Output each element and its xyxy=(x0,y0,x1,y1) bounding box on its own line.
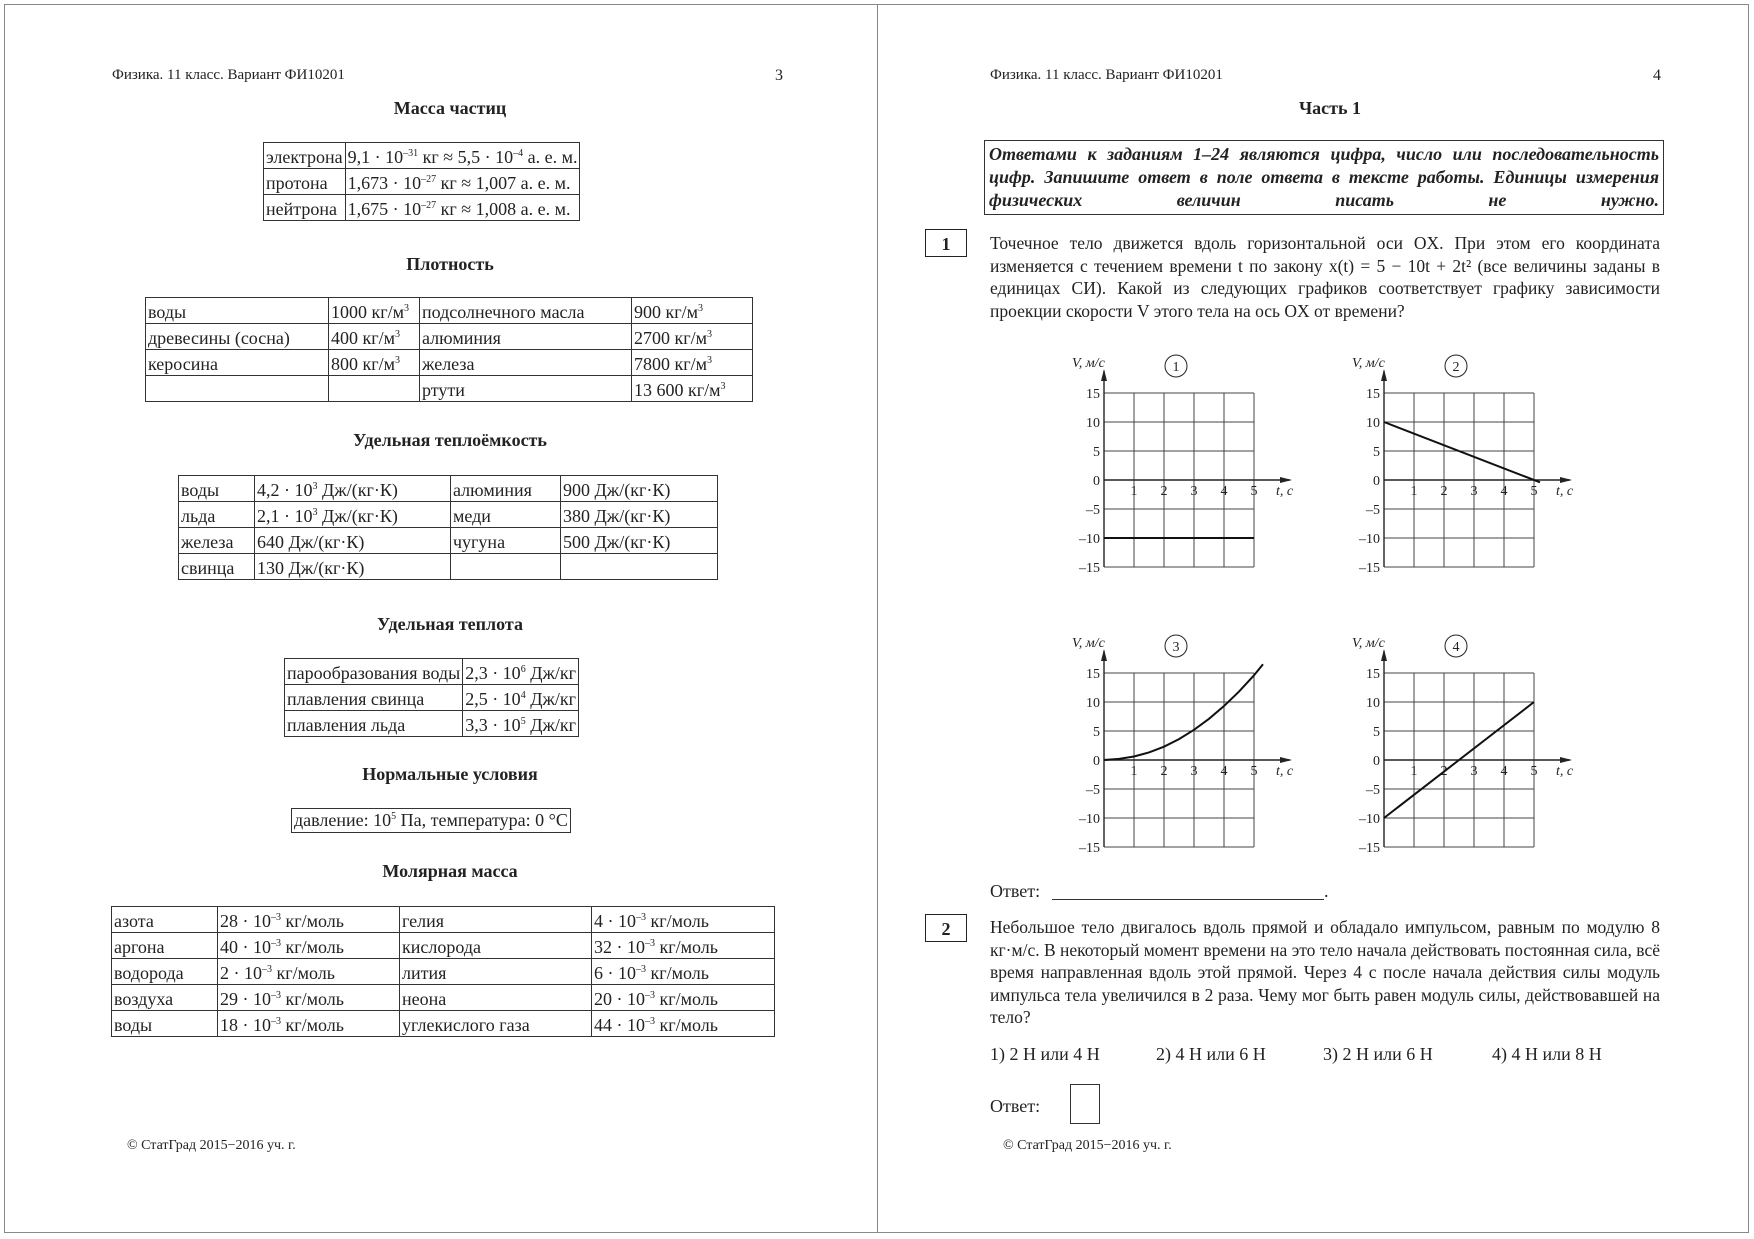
pressure-text: давление: 10 xyxy=(294,810,392,830)
y-tick-label: 0 xyxy=(1093,754,1100,769)
molar-mass-value: $32 \cdot 10^{-3}$ кг/моль xyxy=(592,933,775,959)
substance-name: водорода xyxy=(112,959,218,985)
graph-number: 4 xyxy=(1452,640,1460,655)
substance-name: гелия xyxy=(400,907,592,933)
y-tick-label: 10 xyxy=(1366,696,1380,711)
y-axis-label: V, м/с xyxy=(1352,636,1385,651)
particle-name: нейтрона xyxy=(264,195,346,221)
heat-capacity-value: 500 Дж/(кг·К) xyxy=(561,528,718,554)
substance-name: воды xyxy=(146,298,329,324)
substance-name xyxy=(146,376,329,402)
x-axis-arrow xyxy=(1560,757,1572,763)
substance-name: чугуна xyxy=(451,528,561,554)
particle-mass: $9,1 \cdot 10^{-31}$ кг ≈ $5,5 \cdot 10^{-4}$ а. е. м. xyxy=(345,143,580,169)
x-tick-label: 3 xyxy=(1190,484,1198,499)
x-tick-label: 2 xyxy=(1440,484,1448,499)
y-tick-label: –10 xyxy=(1079,812,1100,827)
x-tick-label: 1 xyxy=(1410,764,1418,779)
y-tick-label: 5 xyxy=(1093,725,1100,740)
table-row xyxy=(264,143,580,169)
table-row xyxy=(179,502,718,528)
y-tick-label: 15 xyxy=(1086,387,1100,402)
particle-name: электрона xyxy=(264,143,346,169)
y-tick-label: –15 xyxy=(1079,841,1100,856)
molar-mass-value: $4 \cdot 10^{-3}$ кг/моль xyxy=(592,907,775,933)
density-table xyxy=(145,297,753,402)
substance-name: неона xyxy=(400,985,592,1011)
x-tick-label: 5 xyxy=(1530,484,1538,499)
particle-mass: $1,675 \cdot 10^{-27}$ кг ≈ 1,008 а. е. м. xyxy=(345,195,580,221)
y-tick-label: –10 xyxy=(1079,532,1100,547)
x-tick-label: 5 xyxy=(1250,484,1258,499)
heat-capacity-value: 900 Дж/(кг·К) xyxy=(561,476,718,502)
table-row xyxy=(112,959,775,985)
y-tick-label: –15 xyxy=(1079,561,1100,576)
specific-heat-value: $3,3 \cdot 10^5$ Дж/кг xyxy=(463,711,579,737)
question-1-answer-field[interactable] xyxy=(1052,899,1324,900)
heat-capacity-value: 130 Дж/(кг·К) xyxy=(255,554,451,580)
x-tick-label: 1 xyxy=(1410,484,1418,499)
table-row xyxy=(146,324,753,350)
table-row xyxy=(285,685,579,711)
x-axis-arrow xyxy=(1560,477,1572,483)
temperature-text: Па, температура: 0 °С xyxy=(396,810,568,830)
table-row xyxy=(112,907,775,933)
specific-heat-value: $2,3 \cdot 10^6$ Дж/кг xyxy=(463,659,579,685)
pressure-exp: 5 xyxy=(391,811,397,822)
molar-mass-value: $28 \cdot 10^{-3}$ кг/моль xyxy=(218,907,400,933)
molar-mass-value: $6 \cdot 10^{-3}$ кг/моль xyxy=(592,959,775,985)
question-2-answer-label: Ответ: xyxy=(990,1096,1041,1116)
x-tick-label: 2 xyxy=(1440,764,1448,779)
y-tick-label: 0 xyxy=(1373,754,1380,769)
x-tick-label: 1 xyxy=(1130,764,1138,779)
x-tick-label: 3 xyxy=(1470,764,1478,779)
substance-name: ртути xyxy=(420,376,632,402)
table-row xyxy=(264,169,580,195)
x-tick-label: 5 xyxy=(1530,764,1538,779)
heat-capacity-value xyxy=(561,554,718,580)
particle-mass: $1,673 \cdot 10^{-27}$ кг ≈ 1,007 а. е. м. xyxy=(345,169,580,195)
process-name: парообразования воды xyxy=(285,659,463,685)
density-value: 800 $кг/м^3$ xyxy=(329,350,420,376)
density-title: Плотность xyxy=(406,254,494,274)
substance-name: воды xyxy=(179,476,255,502)
question-1-answer-label: Ответ: xyxy=(990,881,1041,901)
substance-name: меди xyxy=(451,502,561,528)
x-tick-label: 4 xyxy=(1500,764,1508,779)
heat-capacity-value: $4,2 \cdot 10^3$ Дж/(кг·К) xyxy=(255,476,451,502)
graph-number: 2 xyxy=(1452,360,1460,375)
substance-name: льда xyxy=(179,502,255,528)
substance-name: воздуха xyxy=(112,985,218,1011)
x-tick-label: 4 xyxy=(1220,484,1228,499)
question-1-text: Точечное тело движется вдоль горизонтальной оси OX. При этом его координата изменяется с течением времени t по закону x(t) = 5 − 10t + 2t² (все величины заданы в единицах СИ). Какой из следующих графиков соответствует графику зависимости проекции скорости V этого тела на ось OX от времени? xyxy=(990,233,1660,321)
question-2-number: 2 xyxy=(925,914,967,942)
instructions-box: Ответами к заданиям 1–24 являются цифра, число или последовательность цифр. Запишите ответ в поле ответа в тексте работы. Единицы измерения физических величин писать не нужно. xyxy=(984,140,1664,215)
x-axis-arrow xyxy=(1280,477,1292,483)
substance-name: алюминия xyxy=(451,476,561,502)
table-row xyxy=(112,1011,775,1037)
table-row xyxy=(112,933,775,959)
question-1-answer-period: . xyxy=(1324,881,1329,901)
substance-name: аргона xyxy=(112,933,218,959)
molar-mass-value: $20 \cdot 10^{-3}$ кг/моль xyxy=(592,985,775,1011)
option-2[interactable]: 2) 4 Н или 6 Н xyxy=(1156,1044,1266,1064)
y-tick-label: –5 xyxy=(1366,783,1380,798)
normal-conditions-title: Нормальные условия xyxy=(362,764,538,784)
y-tick-label: –15 xyxy=(1359,841,1380,856)
y-axis-label: V, м/с xyxy=(1352,356,1385,371)
molar-mass-value: $29 \cdot 10^{-3}$ кг/моль xyxy=(218,985,400,1011)
x-tick-label: 4 xyxy=(1220,764,1228,779)
process-name: плавления свинца xyxy=(285,685,463,711)
substance-name: керосина xyxy=(146,350,329,376)
y-tick-label: –5 xyxy=(1086,783,1100,798)
density-value: 7800 $кг/м^3$ xyxy=(632,350,753,376)
y-tick-label: 15 xyxy=(1086,667,1100,682)
normal-conditions-box xyxy=(291,808,571,833)
x-tick-label: 3 xyxy=(1190,764,1198,779)
molar-mass-table xyxy=(111,906,775,1037)
y-tick-label: –5 xyxy=(1366,503,1380,518)
heat-capacity-value: 380 Дж/(кг·К) xyxy=(561,502,718,528)
density-value: 1000 $кг/м^3$ xyxy=(329,298,420,324)
x-tick-label: 3 xyxy=(1470,484,1478,499)
substance-name: углекислого газа xyxy=(400,1011,592,1037)
x-axis-label: t, c xyxy=(1556,764,1574,779)
graph-number: 3 xyxy=(1172,640,1180,655)
velocity-series-line xyxy=(1104,664,1263,760)
y-tick-label: 5 xyxy=(1093,445,1100,460)
table-row xyxy=(264,195,580,221)
y-tick-label: 0 xyxy=(1093,474,1100,489)
left-copyright: © СтатГрад 2015−2016 уч. г. xyxy=(127,1138,296,1153)
x-axis-arrow xyxy=(1280,757,1292,763)
heat-capacity-table xyxy=(178,475,718,580)
table-row xyxy=(179,554,718,580)
specific-heat-value: $2,5 \cdot 10^4$ Дж/кг xyxy=(463,685,579,711)
mass-title: Масса частиц xyxy=(393,98,507,118)
table-row xyxy=(146,350,753,376)
density-value: 2700 $кг/м^3$ xyxy=(632,324,753,350)
graph-number: 1 xyxy=(1172,360,1180,375)
y-axis-label: V, м/с xyxy=(1072,636,1105,651)
substance-name: подсолнечного масла xyxy=(420,298,632,324)
x-tick-label: 2 xyxy=(1160,484,1168,499)
option-1[interactable]: 1) 2 Н или 4 Н xyxy=(990,1044,1100,1064)
molar-mass-value: $18 \cdot 10^{-3}$ кг/моль xyxy=(218,1011,400,1037)
velocity-series-line xyxy=(1384,422,1540,482)
x-axis-label: t, c xyxy=(1556,484,1574,499)
substance-name: азота xyxy=(112,907,218,933)
heat-capacity-value: 640 Дж/(кг·К) xyxy=(255,528,451,554)
molar-mass-value: $44 \cdot 10^{-3}$ кг/моль xyxy=(592,1011,775,1037)
density-value xyxy=(329,376,420,402)
y-tick-label: 15 xyxy=(1366,387,1380,402)
density-value: 13 600 $кг/м^3$ xyxy=(632,376,753,402)
y-tick-label: 10 xyxy=(1086,416,1100,431)
x-axis-label: t, c xyxy=(1276,484,1294,499)
substance-name: воды xyxy=(112,1011,218,1037)
x-tick-label: 2 xyxy=(1160,764,1168,779)
right-page-number: 4 xyxy=(1653,67,1661,84)
x-tick-label: 4 xyxy=(1500,484,1508,499)
question-2-answer-box[interactable] xyxy=(1070,1084,1100,1124)
mass-table xyxy=(263,142,580,221)
y-tick-label: 5 xyxy=(1373,725,1380,740)
substance-name: железа xyxy=(179,528,255,554)
left-page-number: 3 xyxy=(775,67,783,84)
table-row xyxy=(179,476,718,502)
particle-name: протона xyxy=(264,169,346,195)
y-tick-label: –10 xyxy=(1359,532,1380,547)
table-row xyxy=(285,711,579,737)
process-name: плавления льда xyxy=(285,711,463,737)
substance-name: лития xyxy=(400,959,592,985)
molar-mass-value: $2 \cdot 10^{-3}$ кг/моль xyxy=(218,959,400,985)
right-copyright: © СтатГрад 2015−2016 уч. г. xyxy=(1003,1138,1172,1153)
y-tick-label: –10 xyxy=(1359,812,1380,827)
option-3[interactable]: 3) 2 Н или 6 Н xyxy=(1323,1044,1433,1064)
table-row xyxy=(285,659,579,685)
table-row xyxy=(146,298,753,324)
specific-heat-table xyxy=(284,658,579,737)
question-2-text: Небольшое тело двигалось вдоль прямой и обладало импульсом, равным по модулю 8 кг·м/с. В некоторый момент времени на это тело начала действовать постоянная сила, всё время направленная вдоль этой прямой. Через 4 с после начала действия силы модуль импульса тела увеличился в 2 раза. Чему мог быть равен модуль силы, действовавшей на тело? xyxy=(990,917,1660,1027)
specific-heat-title: Удельная теплота xyxy=(377,614,523,634)
density-value: 900 $кг/м^3$ xyxy=(632,298,753,324)
substance-name: алюминия xyxy=(420,324,632,350)
option-4[interactable]: 4) 4 Н или 8 Н xyxy=(1492,1044,1602,1064)
substance-name: свинца xyxy=(179,554,255,580)
substance-name xyxy=(451,554,561,580)
y-tick-label: 5 xyxy=(1373,445,1380,460)
substance-name: железа xyxy=(420,350,632,376)
y-tick-label: 10 xyxy=(1086,696,1100,711)
y-tick-label: 10 xyxy=(1366,416,1380,431)
y-tick-label: 15 xyxy=(1366,667,1380,682)
y-axis-label: V, м/с xyxy=(1072,356,1105,371)
table-row xyxy=(112,985,775,1011)
y-tick-label: –5 xyxy=(1086,503,1100,518)
x-tick-label: 1 xyxy=(1130,484,1138,499)
substance-name: древесины (сосна) xyxy=(146,324,329,350)
y-tick-label: –15 xyxy=(1359,561,1380,576)
question-1-number: 1 xyxy=(925,229,967,257)
x-tick-label: 5 xyxy=(1250,764,1258,779)
density-value: 400 $кг/м^3$ xyxy=(329,324,420,350)
molar-mass-title: Молярная масса xyxy=(382,861,518,881)
left-page-header: Физика. 11 класс. Вариант ФИ10201 xyxy=(112,67,345,83)
heat-capacity-title: Удельная теплоёмкость xyxy=(353,430,547,450)
heat-capacity-value: $2,1 \cdot 10^3$ Дж/(кг·К) xyxy=(255,502,451,528)
x-axis-label: t, c xyxy=(1276,764,1294,779)
velocity-graphs xyxy=(1050,345,1610,865)
part-title: Часть 1 xyxy=(1298,98,1362,118)
y-tick-label: 0 xyxy=(1373,474,1380,489)
table-row xyxy=(146,376,753,402)
substance-name: кислорода xyxy=(400,933,592,959)
right-page-header: Физика. 11 класс. Вариант ФИ10201 xyxy=(990,67,1223,83)
molar-mass-value: $40 \cdot 10^{-3}$ кг/моль xyxy=(218,933,400,959)
table-row xyxy=(179,528,718,554)
